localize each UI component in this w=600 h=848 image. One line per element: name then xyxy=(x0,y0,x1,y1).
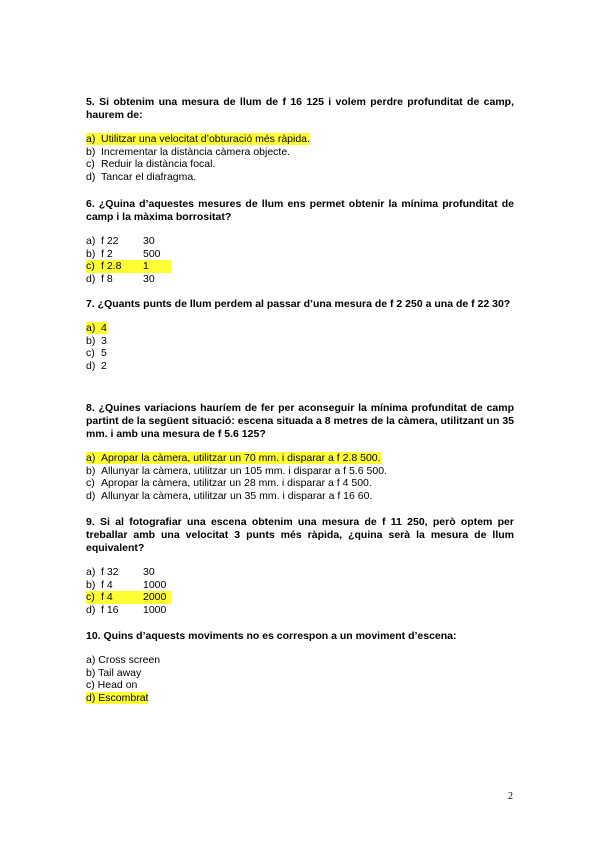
option-d: d) 2 xyxy=(86,359,107,372)
option-c: c) 5 xyxy=(86,347,107,360)
option-d: d) Allunyar la càmera, utilitzar un 35 mm. i disparar a f 16 60. xyxy=(86,489,373,502)
question-title: 9. Si al fotografiar una escena obtenim una mesura de f 11 250, però optem per treballar amb una velocitat 3 punts més ràpida, ¿quina serà la mesura de llum equivalent? xyxy=(86,516,514,554)
question-title: 10. Quins d’aquests moviments no es correspon a un moviment d’escena: xyxy=(86,630,457,642)
question-9 xyxy=(86,516,514,616)
option-a: a) f 22 30 xyxy=(86,235,155,247)
option-a: a) f 32 30 xyxy=(86,566,155,578)
option-b: b) Allunyar la càmera, utilitzar un 105 mm. i disparar a f 5.6 500. xyxy=(86,464,387,477)
question-title: 6. ¿Quina d’aquestes mesures de llum ens permet obtenir la mínima profunditat de camp i la màxima borrositat? xyxy=(86,198,514,223)
option-d: d) Tancar el diafragma. xyxy=(86,170,197,183)
question-8 xyxy=(86,402,514,502)
option-b: b) Incrementar la distància càmera objecte. xyxy=(86,145,291,158)
option-b: b) 3 xyxy=(86,334,107,347)
question-7 xyxy=(86,298,514,372)
options-list xyxy=(86,322,514,372)
question-title: 7. ¿Quants punts de llum perdem al passar d’una mesura de f 2 250 a una de f 22 30? xyxy=(86,298,511,310)
question-6 xyxy=(86,198,514,285)
option-c: c) f 2.8 1 xyxy=(86,260,514,273)
option-c: c) Reduir la distància focal. xyxy=(86,158,216,171)
options-list xyxy=(86,654,514,704)
question-10 xyxy=(86,630,514,704)
option-d: d) Escombrat xyxy=(86,691,149,704)
options-list xyxy=(86,566,514,616)
option-a: a) Utilitzar una velocitat d’obturació més ràpida. xyxy=(86,133,310,145)
option-d: d) f 16 1000 xyxy=(86,603,167,616)
option-c: c) Head on xyxy=(86,679,138,692)
options-list xyxy=(86,452,514,502)
option-b: b) f 2 500 xyxy=(86,247,161,260)
option-b: b) Tail away xyxy=(86,666,142,679)
question-5 xyxy=(86,96,514,183)
option-c: c) f 4 2000 xyxy=(86,591,514,604)
options-list xyxy=(86,235,514,285)
option-d: d) f 8 30 xyxy=(86,272,155,285)
option-a: a) Apropar la càmera, utilitzar un 70 mm. i disparar a f 2.8 500. xyxy=(86,452,381,464)
option-a: a) 4 xyxy=(86,322,107,334)
options-list xyxy=(86,133,514,183)
question-title: 8. ¿Quines variacions hauríem de fer per aconseguir la mínima profunditat de camp partint de la següent situació: escena situada a 8 metres de la càmera, utilitzant un 35 mm. i amb una mesura de f 5.6 125? xyxy=(86,402,514,440)
option-a: a) Cross screen xyxy=(86,654,161,666)
page-number: 2 xyxy=(508,791,513,802)
question-title: 5. Si obtenim una mesura de llum de f 16 125 i volem perdre profunditat de camp, haurem de: xyxy=(86,96,514,121)
option-c: c) Apropar la càmera, utilitzar un 28 mm. i disparar a f 4 500. xyxy=(86,477,372,490)
option-b: b) f 4 1000 xyxy=(86,578,167,591)
